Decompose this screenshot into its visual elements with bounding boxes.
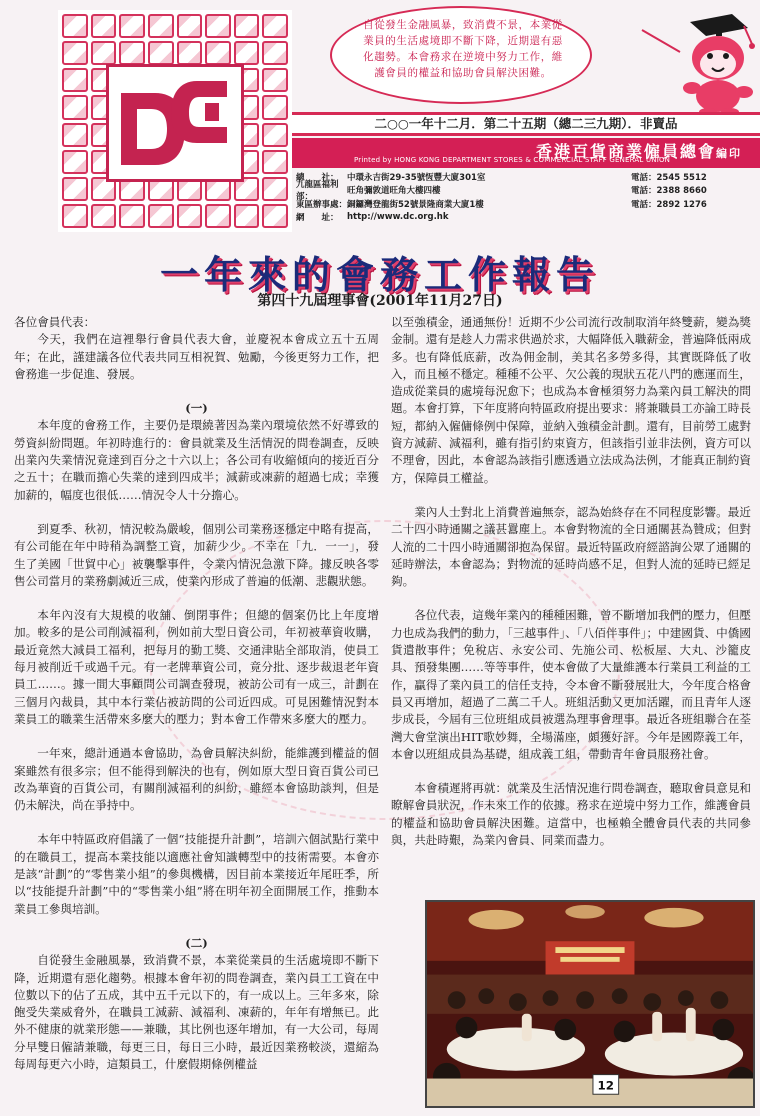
dc-logo-mark [106,64,244,182]
union-logo [58,10,292,232]
contact-label: 總 社： [296,172,339,183]
contact-label: 東區辦事處： [296,199,348,210]
paragraph: 自從發生金融風暴，致消費不景，本業從業員的生活處境即不斷下降，近期還有惡化趨勢。根據本會年初的問卷調查，業內員工工資在中位數以下的佔了五成，其中五千元以下的，有一成以上。三年多來，除飽受失業威脅外，在職員工減薪、減福利、凍薪的，年年有增無已。此外不健康的就業形態——兼職，其比例也逐年增加，有一大公司，每周分早雙日僱請兼職，每更三日，每日三小時，最近因業務較淡，還縮為每周每更六小時，這類員工，什麼假期條例權益 [14,953,379,1071]
paragraph: 本年內沒有大規模的收舖、倒閉事件；但總的個案仍比上年度增加。較多的是公司削減福利，例如前大型日資公司，年初被華資收購，最近竟然大減員工福利，把每月的勤工獎、交通津貼全部取消，使員工每月被削近千或過千元。有一老牌華資公司，竟分批、逐步裁退老年資員工……。據一間大事顧問公司調查發現，被訪公司有一成三，計劃在三個月內裁員，其中本行業佔被訪問的公司近四成。可見困難情況對本業員工的職業生活帶來多麼大的壓力；對本會工作帶來多麼大的壓力。 [14,608,379,726]
contact-label: 網 址： [296,213,339,224]
dc-logo-icon [115,73,235,173]
article-subtitle: 第四十九屆理事會(2001年11月27日) [257,293,503,309]
paragraph: 各位代表，這幾年業內的種種困難，曾不斷增加我們的壓力，但壓力也成為我們的動力，「三越事件」、「八佰伴事件」；中建國貨、中僑國貨遣散事件；免稅店、永安公司、先施公司、松板屋、大丸、沙籠皮具、預發集團……等等事件，使本會做了大量維護本行業員工利益的工作，贏得了業內員工的信任支持，令本會不斷發展壯大，今年度合格會員又再增加，超過了二萬二千人。班組活動又更加活躍，而且青年人逐步成長，今屆有三位班組成員被選為理事會理事。最近各班組聯合在荃灣大會堂演出HIT歌妙舞，全場滿座，頗獲好評。今年是國際義工年，本會以班組成員為基礎，組成義工組，帶動青年會員服務社會。 [391,608,751,761]
paragraph: 本年中特區政府倡議了一個“技能提升計劃”，培訓六個試點行業中的在職員工，提高本業技能以適應社會知識轉型中的技術需要。本會亦是該“計劃”的“零售業小組”的參與機構，因目前本業接近年尾旺季，所以“技能提升計劃”中的“零售業小組”將在明年初全面開展工作，推動本業員工參與培訓。 [14,832,379,916]
contact-row [292,170,760,184]
contact-row [292,180,760,203]
contact-phone: 電話：2892 1276 [631,199,707,210]
right-column [391,314,751,849]
meeting-photo [425,900,755,1108]
paragraph: 以至強積金，通通無份！近期不少公司流行改制取消年終雙薪，變為獎金制。還有是趁人力需求供過於求，大幅降低入職薪金，普遍降低兩成多。也有降低底薪，改為佣金制，美其名多勞多得，其實既降低了收入，而且極不穩定。種種不公平、欠公義的現狀五花八門的應運而生，造成從業員的處境每況愈下；也成為本會極須努力為業內員工解決的問題。本會打算，下年度將向特區政府提出要求：將兼職員工亦論工時長短，都納入僱傭條例中保障，並納入強積金計劃。還有，目前勞工處對資方減薪、減福利，雖有指引約束資方，但該指引並非法例，資方可以不理會，因此，本會認為該指引應透過立法成為法例，才能真正制約資方，保障員工權益。 [391,315,751,485]
issue-line: 二○○一年十二月．第二十五期（總二三九期）．非賣品 [292,112,760,136]
contact-phone: 電話：2388 8660 [631,186,707,197]
contact-phone: 電話：2545 5512 [631,172,707,183]
paragraph: 今天，我們在這裡舉行會員代表大會，並慶祝本會成立五十五周年；在此，謹建議各位代表共同互相祝賀、勉勵，今後更努力工作，把會務進一步促進、發展。 [14,332,379,381]
paragraph: 本會積遲將再就：就業及生活情況進行問卷調查，聽取會員意見和瞭解會員狀況，作未來工作的依據。務求在逆境中努力工作，維護會員的權益和協助會員解決困難。這當中，也極賴全體會員代表的共同參與，共赴時艱，為業內會員、同業而盡力。 [391,781,751,848]
section-heading: (一) [185,401,208,416]
contact-address: 銅鑼灣登龍街52號景隆商業大廈1樓 [347,199,484,210]
section-heading: (二) [185,935,208,950]
table-number: 12 [597,1078,615,1093]
banquet-photo-illustration [427,902,753,1106]
mascot-illustration [640,12,758,114]
contact-label: 九龍區福利部： [296,180,339,203]
printed-by: Printed by HONG KONG DEPARTMENT STORES & COMMERCIAL STAFF GENERAL UNION [354,156,671,164]
org-suffix: 編印 [716,147,742,160]
publisher-bar [292,138,760,168]
left-column [14,314,379,1073]
salutation: 各位會員代表： [14,315,96,329]
website-link[interactable]: http://www.dc.org.hk [347,212,449,223]
paragraph: 一年來，總計通過本會協助，為會員解決糾紛，能維護到權益的個案雖然有很多宗；但不能得到解決的也有，例如原大型日資百貨公司已改為華資的百貨公司，有關削減福利的糾紛，雖經本會協助談判，但是仍未解決，尚在爭持中。 [14,746,379,813]
contact-block [292,170,760,224]
article-title: 一年來的會務工作報告 [159,253,600,297]
contact-row [292,197,760,211]
speech-bubble: 自從發生金融風暴，致消費不景，本業從業員的生活處境即不斷下降，近期還有惡化趨勢。本會務求在逆境中努力工作，維護會員的權益和協助會員解決困難。 [330,6,592,104]
org-name: 香港百貨商業僱員總會編印 [535,142,742,161]
contact-address: 中環永吉街29-35號恆豐大廈301室 [347,172,486,183]
contact-row [292,211,760,225]
paragraph: 本年度的會務工作，主要仍是環繞著因為業內環境依然不好導致的勞資糾紛問題。年初時進行的：會員就業及生活情況的問卷調查，反映出業內失業情況竟達到百分之十六以上；各公司有收縮傾向的接近百分之五十；在職而擔心失業的達到四成半；減薪或凍薪的超過七成；幸獲加薪的，幅度也很低……情況令人十分擔心。 [14,418,379,502]
paragraph: 業內人士對北上消費普遍無奈，認為始終存在不同程度影響。最近二十四小時通關之議甚囂塵上。本會對物流的全日通關甚為贊成；但對人流的二十四小時通關卻抱為保留。最近特區政府經諮詢公眾了通關的延時辦法，本會認為；對物流的延時尚感不足，但對人流的延時已經足夠。 [391,504,751,589]
paragraph: 到夏季、秋初，情況較為嚴峻，個別公司業務逐穩定中略有提高，有公司能在年中時稍為調整工資，加薪少少。不幸在「九．一一」，發生了美國「世貿中心」被襲擊事件，令業內情況急激下降。據反映各零售公司當月的業務劇減近三成，使業內形成了普遍的低潮、悲觀狀態。 [14,521,379,588]
contact-address: 旺角彌敦道旺角大樓四樓 [347,186,441,197]
